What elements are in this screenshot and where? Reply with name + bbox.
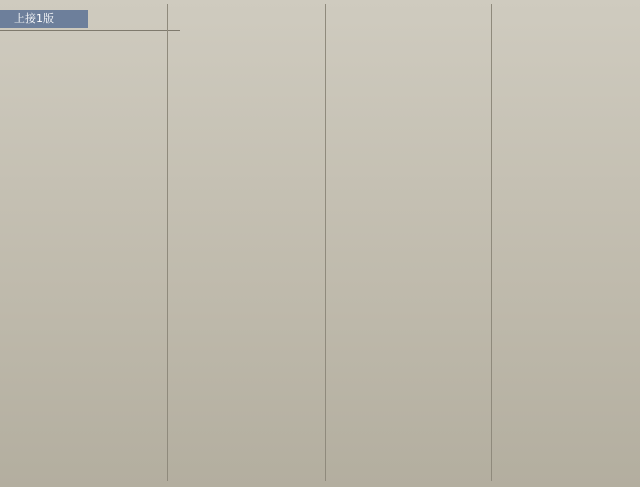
article-column-3 xyxy=(329,4,489,481)
article-column-2 xyxy=(171,4,321,481)
article-column-1 xyxy=(4,36,165,481)
column-divider xyxy=(491,4,492,481)
column-divider xyxy=(167,4,168,481)
article-column-4 xyxy=(495,4,635,481)
continued-from-tag: 上接1版 xyxy=(0,10,88,28)
header-rule xyxy=(0,30,180,31)
column-divider xyxy=(325,4,326,481)
